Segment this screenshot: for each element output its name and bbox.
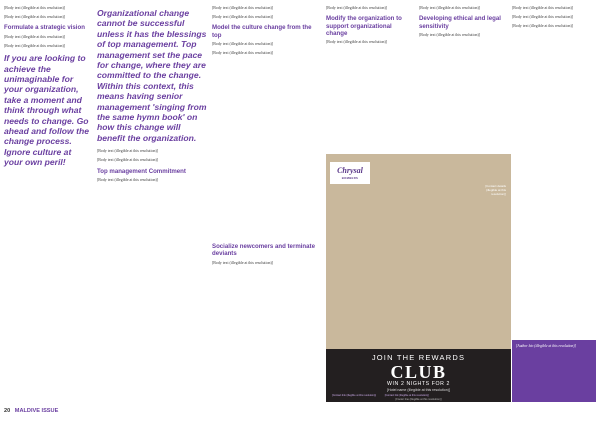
ad-prize-text: WIN 2 NIGHTS FOR 2	[387, 381, 450, 387]
body-paragraph: [Body text (illegible at this resolution)]	[212, 260, 274, 265]
body-paragraph: [Body text (illegible at this resolution)]	[512, 15, 574, 20]
chrysal-rewards-ad[interactable]	[326, 154, 511, 402]
body-paragraph: [Body text (illegible at this resolution)]	[512, 6, 574, 10]
body-paragraph: [Body text (illegible at this resolution)]	[97, 178, 159, 183]
author-bio-text: [Author bio (illegible at this resolution)]	[516, 344, 576, 348]
page-footer	[4, 408, 58, 414]
ad-logo-badge	[330, 162, 370, 184]
body-paragraph: [Body text (illegible at this resolution)]	[212, 42, 274, 47]
body-paragraph: [Body text (illegible at this resolution)]	[326, 40, 388, 45]
column-3b	[212, 240, 322, 270]
issue-label: MALDIVE ISSUE	[14, 408, 59, 414]
body-paragraph: [Body text (illegible at this resolution)]	[4, 15, 66, 20]
body-paragraph: [Body text (illegible at this resolution)]	[212, 6, 274, 10]
column-2	[97, 6, 207, 187]
section-heading-socialize: Socialize newcomers and terminate deviants	[212, 243, 315, 258]
body-paragraph: [Body text (illegible at this resolution)]	[419, 33, 481, 38]
ad-hotel-text: [Hotel name (illegible at this resolution)]	[387, 388, 450, 392]
body-paragraph: [Body text (illegible at this resolution)]	[512, 24, 574, 29]
section-heading-model-culture: Model the culture change from the top	[212, 24, 312, 39]
author-bio-box	[512, 340, 596, 402]
column-6	[512, 6, 596, 34]
ad-club-text: CLUB	[390, 362, 447, 382]
section-heading-ethical-legal: Developing ethical and legal sensitivity	[419, 15, 501, 30]
body-paragraph: [Body text (illegible at this resolution)]	[4, 6, 66, 10]
ad-link-1[interactable]: [Contact link (illegible at this resolution)]	[332, 394, 377, 397]
article-title-pull: Organizational change cannot be successful unless it has the blessings of top management. Top management set the pace for change, where they are committed to the change. Within this context, this means having senior management 'singing from the same hymn book' on how this change will benefit the organization.	[97, 8, 207, 143]
pull-quote-side: If you are looking to achieve the unimaginable for your organization, take a moment and think through what needs to change. Go ahead and follow the change process. Ignore culture at your own peril!	[4, 53, 89, 168]
body-paragraph: [Body text (illegible at this resolution)]	[4, 34, 66, 39]
ad-join-text: JOIN THE REWARDS	[371, 353, 466, 362]
section-heading-modify-organization: Modify the organization to support organizational change	[326, 15, 402, 38]
body-paragraph: [Body text (illegible at this resolution)]	[212, 15, 274, 20]
ad-link-2[interactable]: [Contact link (illegible at this resolution)]	[384, 394, 429, 397]
section-heading-top-management: Top management Commitment	[97, 167, 186, 175]
column-1	[4, 6, 92, 174]
body-paragraph: [Body text (illegible at this resolution)]	[419, 6, 481, 10]
page-number: 20	[4, 408, 11, 414]
body-paragraph: [Body text (illegible at this resolution)]	[97, 158, 159, 163]
column-5	[419, 6, 507, 42]
column-4	[326, 6, 414, 50]
ad-logo-text: Chrysal	[337, 166, 363, 175]
body-paragraph: [Body text (illegible at this resolution)]	[4, 44, 66, 49]
ad-logo-subtext: BOMBERS	[341, 176, 359, 180]
body-paragraph: [Body text (illegible at this resolution)]	[97, 149, 159, 154]
ad-contact-links	[332, 394, 505, 397]
body-paragraph: [Body text (illegible at this resolution)]	[212, 51, 274, 56]
column-3	[212, 6, 322, 61]
body-paragraph: [Body text (illegible at this resolution)]	[326, 6, 388, 10]
ad-footer-line: [Footer line (illegible at this resolution)]	[395, 398, 442, 401]
section-heading-strategic-vision: Formulate a strategic vision	[4, 24, 85, 32]
ad-contact-details: [Contact details (illegible at this resolution)]	[485, 184, 506, 196]
